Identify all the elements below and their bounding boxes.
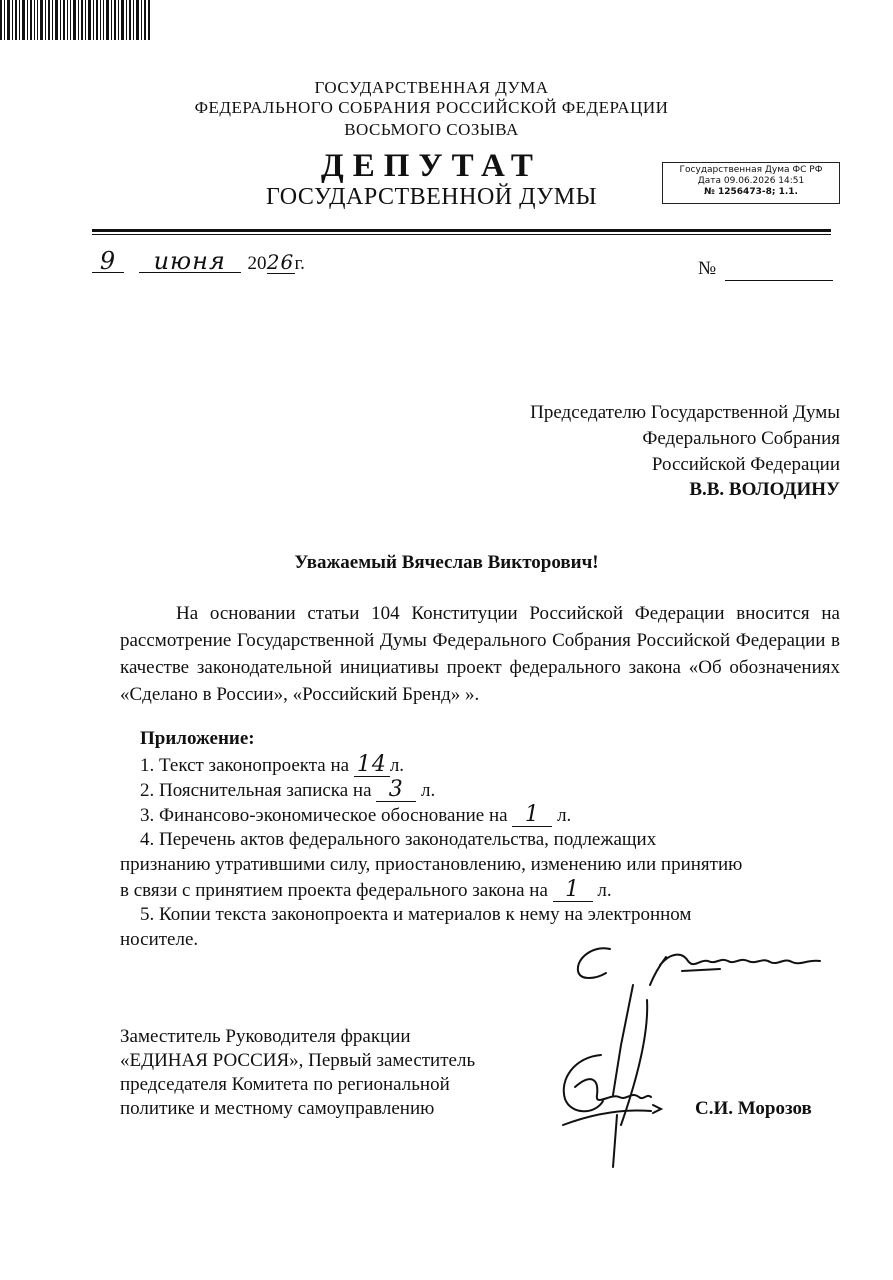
appendix-item-1 [140, 754, 404, 777]
header-rule-thin [92, 234, 831, 235]
item-1-text: 1. Текст законопроекта на [140, 755, 350, 776]
appendix-item-2 [140, 779, 435, 802]
signatory-title [120, 1025, 475, 1121]
appendix-title: Приложение: [140, 728, 255, 749]
signatory-line-2: «ЕДИНАЯ РОССИЯ», Первый заместитель [120, 1050, 476, 1071]
date-line [92, 247, 305, 275]
signatory-line-3: председателя Комитета по региональной [120, 1074, 450, 1095]
item-3-unit: л. [557, 805, 572, 826]
header-line-3: ВОСЬМОГО СОЗЫВА [344, 120, 519, 139]
appendix-item-3 [140, 804, 571, 827]
header-line-2: ФЕДЕРАЛЬНОГО СОБРАНИЯ РОССИЙСКОЙ ФЕДЕРАЦИИ [194, 98, 669, 117]
greeting: Уважаемый Вячеслав Викторович! [294, 552, 599, 573]
header-rule [92, 229, 831, 232]
number-blank [725, 258, 833, 281]
appendix-item-4-line-2: признанию утратившими силу, приостановлению, изменению или принятию [120, 854, 743, 875]
duma-subtitle: ГОСУДАРСТВЕННОЙ ДУМЫ [265, 184, 598, 210]
outgoing-number [698, 258, 833, 281]
addressee-line-3: Российской Федерации [651, 454, 840, 475]
signatory-line-4: политике и местному самоуправлению [120, 1098, 435, 1119]
appendix-item-5-line-2: носителе. [120, 929, 199, 950]
item-2-unit: л. [421, 780, 436, 801]
number-label: № [698, 258, 717, 279]
addressee-name: В.В. ВОЛОДИНУ [689, 479, 840, 500]
deputy-title: ДЕПУТАТ [321, 148, 542, 184]
date-year-prefix: 20 [247, 253, 267, 274]
item-3-value: 1 [512, 804, 552, 827]
date-year-mark: г. [294, 253, 305, 274]
item-4-text: в связи с принятием проекта федерального закона на [120, 880, 548, 901]
date-year-suffix: 26 [266, 250, 295, 274]
appendix-item-5-line-1: 5. Копии текста законопроекта и материалов к нему на электронном [140, 904, 692, 925]
item-1-value: 14 [354, 754, 390, 777]
item-2-text: 2. Пояснительная записка на [140, 780, 372, 801]
appendix-item-4-line-1: 4. Перечень актов федерального законодательства, подлежащих [140, 829, 657, 850]
date-day: 9 [92, 250, 124, 273]
registration-stamp [662, 162, 840, 204]
item-4-value: 1 [553, 879, 593, 902]
date-month: июня [139, 250, 241, 273]
stamp-line-3: № 1256473-8; 1.1. [704, 187, 798, 197]
body-paragraph: На основании статьи 104 Конституции Российской Федерации вносится на рассмотрение Государственной Думы Федерального Собрания Российской Федерации в качестве законодательной инициативы проект федерального закона «Об обозначениях «Сделано в России», «Российский Бренд» ». [120, 603, 840, 705]
signatory-name: С.И. Морозов [695, 1098, 812, 1119]
appendix-item-4-line-3 [120, 879, 612, 902]
addressee-line-2: Федерального Собрания [642, 428, 840, 449]
stamp-line-1: Государственная Дума ФС РФ [679, 165, 823, 175]
item-4-unit: л. [597, 880, 612, 901]
signatory-line-1: Заместитель Руководителя фракции [120, 1026, 411, 1047]
addressee-line-1: Председателю Государственной Думы [530, 402, 840, 423]
item-2-value: 3 [376, 779, 416, 802]
handwritten-signature [555, 975, 675, 1170]
item-1-unit: л. [389, 755, 405, 776]
header-line-1: ГОСУДАРСТВЕННАЯ ДУМА [314, 78, 549, 97]
barcode [0, 0, 150, 40]
stamp-line-2: Дата 09.06.2026 14:51 [697, 176, 805, 186]
item-3-text: 3. Финансово-экономическое обоснование на [140, 805, 508, 826]
